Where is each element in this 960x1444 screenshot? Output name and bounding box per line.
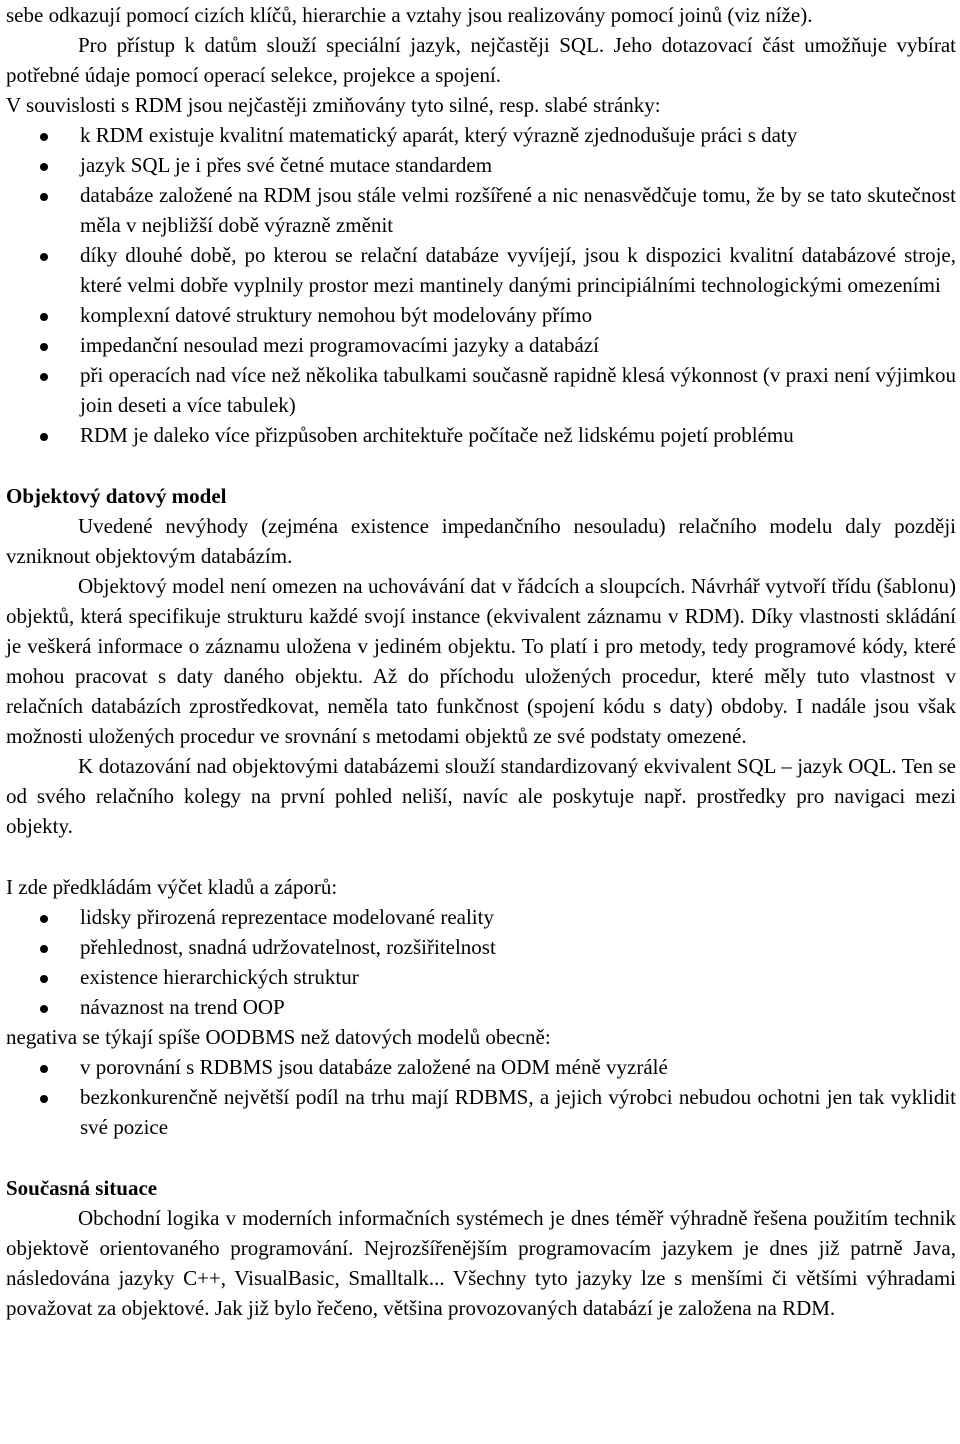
bullet-icon	[39, 902, 49, 932]
spacer	[6, 841, 956, 872]
list-item: bezkonkurenčně největší podíl na trhu mají RDBMS, a jejich výrobci nebudou ochotni jen tak vyklidit své pozice	[6, 1082, 956, 1142]
list-item: lidsky přirozená reprezentace modelované reality	[6, 902, 956, 932]
paragraph-oql: K dotazování nad objektovými databázemi slouží standardizovaný ekvivalent SQL – jazyk OQL. Ten se od svého relačního kolegy na první pohled neliší, navíc ale poskytuje např. prostředky pro navigaci mezi objekty.	[6, 754, 956, 838]
list-item: v porovnání s RDBMS jsou databáze založené na ODM méně vyzrálé	[6, 1052, 956, 1082]
heading-object-data-model: Objektový datový model	[6, 484, 227, 508]
bullet-icon	[39, 300, 49, 330]
spacer	[6, 450, 956, 481]
bullet-icon	[39, 360, 49, 390]
bullet-icon	[39, 420, 49, 450]
bullet-icon	[39, 962, 49, 992]
paragraph-rdm-continuation: sebe odkazují pomocí cizích klíčů, hierarchie a vztahy jsou realizovány pomocí joinů (viz níže).	[6, 3, 813, 27]
list-item: komplexní datové struktury nemohou být modelovány přímo	[6, 300, 956, 330]
bullet-icon	[39, 120, 49, 150]
rdm-strengths-weaknesses-list	[6, 120, 956, 450]
heading-current-situation: Současná situace	[6, 1176, 158, 1200]
paragraph-rdm-strengths-intro: V souvislosti s RDM jsou nejčastěji zmiňovány tyto silné, resp. slabé stránky:	[6, 93, 661, 117]
bullet-icon	[39, 240, 49, 270]
paragraph-current-situation: Obchodní logika v moderních informačních systémech je dnes téměř výhradně řešena použitím technik objektově orientovaného programování. Nejrozšířenějším programovacím jazykem je dnes již patrně Java, následována jazyky C++, VisualBasic, Smalltalk... Všechny tyto jazyky lze s menšími či většími výhradami považovat za objektové. Jak již bylo řečeno, většina provozovaných databází je založena na RDM.	[6, 1206, 956, 1320]
odm-cons-list	[6, 1052, 956, 1142]
list-item: k RDM existuje kvalitní matematický aparát, který výrazně zjednodušuje práci s daty	[6, 120, 956, 150]
bullet-icon	[39, 1052, 49, 1082]
paragraph-odm-description: Objektový model není omezen na uchovávání dat v řádcích a sloupcích. Návrhář vytvoří třídu (šablonu) objektů, která specifikuje strukturu každé svojí instance (ekvivalent záznamu v RDM). Díky vlastnosti skládání je veškerá informace o záznamu uložena v jediném objektu. To platí i pro metody, tedy programové kódy, které mohou pracovat s daty daného objektu. Až do příchodu uložených procedur, které měly tuto vlastnost v relačních databázích zprostředkovat, neměla tato funkčnost (spojení kódu s daty) obdoby. I nadále jsou však možnosti uložených procedur ve srovnání s metodami objektů ze své podstaty omezené.	[6, 574, 956, 748]
list-item: přehlednost, snadná udržovatelnost, rozšiřitelnost	[6, 932, 956, 962]
bullet-icon	[39, 932, 49, 962]
paragraph-cons-intro: negativa se týkají spíše OODBMS než datových modelů obecně:	[6, 1025, 551, 1049]
bullet-icon	[39, 992, 49, 1022]
bullet-icon	[39, 150, 49, 180]
spacer	[6, 1142, 956, 1173]
list-item: jazyk SQL je i přes své četné mutace standardem	[6, 150, 956, 180]
list-item: RDM je daleko více přizpůsoben architektuře počítače než lidskému pojetí problému	[6, 420, 956, 450]
list-item: díky dlouhé době, po kterou se relační databáze vyvíjejí, jsou k dispozici kvalitní databázové stroje, které velmi dobře vyplnily prostor mezi mantinely danými principiálními technologickými omezeními	[6, 240, 956, 300]
bullet-icon	[39, 330, 49, 360]
list-item: impedanční nesoulad mezi programovacími jazyky a databází	[6, 330, 956, 360]
bullet-icon	[39, 180, 49, 210]
paragraph-pros-cons-intro: I zde předkládám výčet kladů a záporů:	[6, 875, 338, 899]
list-item: databáze založené na RDM jsou stále velmi rozšířené a nic nenasvědčuje tomu, že by se tato skutečnost měla v nejbližší době výrazně změnit	[6, 180, 956, 240]
paragraph-sql-access: Pro přístup k datům slouží speciální jazyk, nejčastěji SQL. Jeho dotazovací část umožňuje vybírat potřebné údaje pomocí operací selekce, projekce a spojení.	[6, 33, 956, 87]
list-item: existence hierarchických struktur	[6, 962, 956, 992]
list-item: návaznost na trend OOP	[6, 992, 956, 1022]
paragraph-odm-origin: Uvedené nevýhody (zejména existence impedančního nesouladu) relačního modelu daly později vzniknout objektovým databázím.	[6, 514, 956, 568]
odm-pros-list	[6, 902, 956, 1022]
list-item: při operacích nad více než několika tabulkami současně rapidně klesá výkonnost (v praxi není výjimkou join deseti a více tabulek)	[6, 360, 956, 420]
bullet-icon	[39, 1082, 49, 1112]
